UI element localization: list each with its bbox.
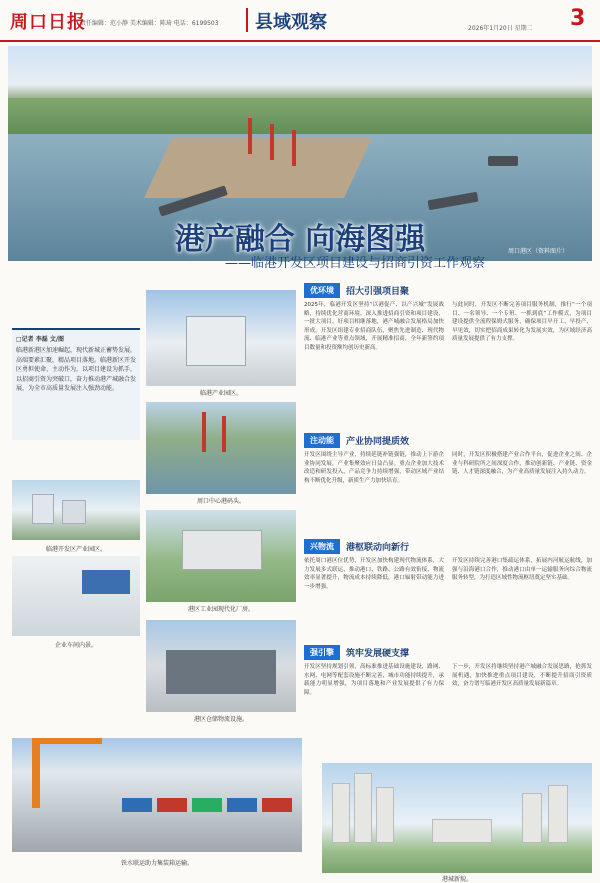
- section-environment: [304, 282, 592, 431]
- caption-plant: 港区工业园现代化厂房。: [187, 606, 254, 613]
- caption-container-yard: 铁水联运助力集装箱运输。: [120, 860, 193, 867]
- section-text-right: 同时，开发区积极搭建产业合作平台，促进企业之间、企业与科研院所之间深度合作，推动创新链、产业链、资金链、人才链深度融合，为产业高质量发展注入持久动力。: [452, 452, 592, 475]
- section-momentum: [304, 432, 592, 541]
- section-title: 县域观察: [255, 12, 327, 33]
- caption-workshop: 企业车间内景。: [54, 642, 97, 649]
- section-title: 筑牢发展硬支撑: [346, 648, 410, 659]
- section-text-right: 开发区持续完善港口集疏运体系，拓展内河航运航线，加强与沿海港口合作，推动港口由单一运输服务向综合物流服务转型，为打造区域性物流枢纽奠定坚实基础。: [452, 558, 592, 581]
- page-number: 3: [570, 6, 586, 31]
- cargo-ship: [488, 156, 518, 166]
- building: [332, 783, 350, 843]
- section-tag: 兴物流: [304, 539, 340, 554]
- section-text-left: 开发区坚持规划引领，高标准推进基础设施建设，路网、水网、电网等配套设施不断完善，城市功能持续提升，承载能力明显增强，为项目落地和产业发展提供了有力保障。: [304, 664, 444, 696]
- photo-container-yard: [12, 738, 302, 852]
- section-tag: 强引擎: [304, 645, 340, 660]
- section-body: [304, 557, 592, 647]
- section-body: [304, 451, 592, 541]
- headline: 港产融合 向海图强: [174, 222, 426, 257]
- byline: □记者 李磊 文/图: [16, 336, 65, 343]
- section-tag: 注动能: [304, 433, 340, 448]
- riverbank: [8, 98, 592, 138]
- section-header: [304, 538, 592, 554]
- caption-industrial-park: 临港开发区产业园区。: [45, 546, 106, 553]
- photo-city-skyline: [322, 763, 592, 873]
- section-header: [304, 644, 592, 660]
- section-body: [304, 663, 592, 773]
- building: [522, 793, 542, 843]
- crane: [292, 130, 296, 166]
- section-text-right: 与此同时，开发区不断完善项目服务机制，推行“一个项目、一名领导、一个专班、一抓到底”工作模式，为项目建设提供全流程保姆式服务，确保项目早开工、早投产、早见效，切实把招商成果转化为发展实效，为区域经济高质量发展提供了有力支撑。: [452, 302, 592, 342]
- section-tag: 优环境: [304, 283, 340, 298]
- newspaper-logo: 周口日报: [10, 12, 86, 33]
- building: [432, 819, 492, 843]
- section-text-left: 依托周口港区位优势，开发区加快构建现代物流体系，大力发展多式联运，推动港口、铁路、公路有效衔接，物流效率显著提升，物流成本持续降低，港口辐射带动能力进一步增强。: [304, 558, 444, 590]
- intro-box: [12, 328, 140, 440]
- port-wharf: [144, 138, 372, 198]
- section-text-left: 开发区围绕主导产业，持续延链补链强链，推动上下游企业协同发展，产业集聚效应日益凸显。重点企业加大技术改造和研发投入，产品竞争力持续增强，带动区域产业结构不断优化升级，新质生产力加快培育。: [304, 452, 444, 484]
- caption-warehouse: 港区仓储物流设施。: [193, 716, 248, 723]
- building: [354, 773, 372, 843]
- section-title: 港枢联动向新行: [346, 542, 410, 553]
- issue-date: 2026年1月20日 星期二: [468, 25, 533, 32]
- photo-industrial-park: [12, 480, 140, 540]
- section-engine: [304, 644, 592, 773]
- masthead: [0, 0, 600, 42]
- photo-wharf: [146, 402, 296, 494]
- section-body: [304, 301, 592, 431]
- photo-workshop-interior: [12, 556, 140, 636]
- editor-line: 责任编辑：范小静 美术编辑：陈琦 电话：6199503: [80, 20, 219, 27]
- crane: [270, 124, 274, 160]
- section-title: 招大引强项目聚: [346, 286, 410, 297]
- section-text-right: 下一步，开发区将继续坚持港产城融合发展思路，抢抓发展机遇，加快推进重点项目建设，不断提升招商引资质效，奋力谱写临港开发区高质量发展新篇章。: [452, 664, 592, 687]
- section-text-left: 2025年，临港开发区坚持“以港促产、以产兴城”发展战略，持续优化营商环境，深入推进招商引资和项目建设，一批大项目、好项目相继落地，港产城融合发展格局加快形成。开发区组建专业招商队伍，聚焦先进制造、现代物流、临港产业等重点领域，开展精准招商，全年新签约项目数量和投资额均创历史新高。: [304, 302, 444, 351]
- caption-factory: 临港产业园区。: [199, 390, 242, 397]
- caption-wharf: 周口中心港码头。: [196, 498, 245, 505]
- crane: [248, 118, 252, 154]
- building: [548, 785, 568, 843]
- section-title: 产业协同提质效: [346, 436, 410, 447]
- photo-warehouse: [146, 620, 296, 712]
- subheadline: ——临港开发区项目建设与招商引资工作观察: [225, 256, 486, 271]
- masthead-divider: [246, 8, 248, 32]
- caption-skyline: 港城新貌。: [441, 876, 472, 883]
- section-header: [304, 282, 592, 298]
- section-header: [304, 432, 592, 448]
- photo-factory: [146, 290, 296, 386]
- intro-text: 临港新港区加速崛起，现代新城正蓄势发展，高端要素汇聚，精品项目落地。临港新区开发区勇担使命、主动作为，以项目建设为抓手，以招商引资为突破口，奋力推动港产城融合发展，为全市高质量发展注入强劲动能。: [16, 347, 137, 392]
- hero-caption: 周口港区（资料图片）: [508, 248, 569, 255]
- section-logistics: [304, 538, 592, 647]
- right-column: [304, 282, 592, 842]
- photo-plant: [146, 510, 296, 602]
- building: [376, 787, 394, 843]
